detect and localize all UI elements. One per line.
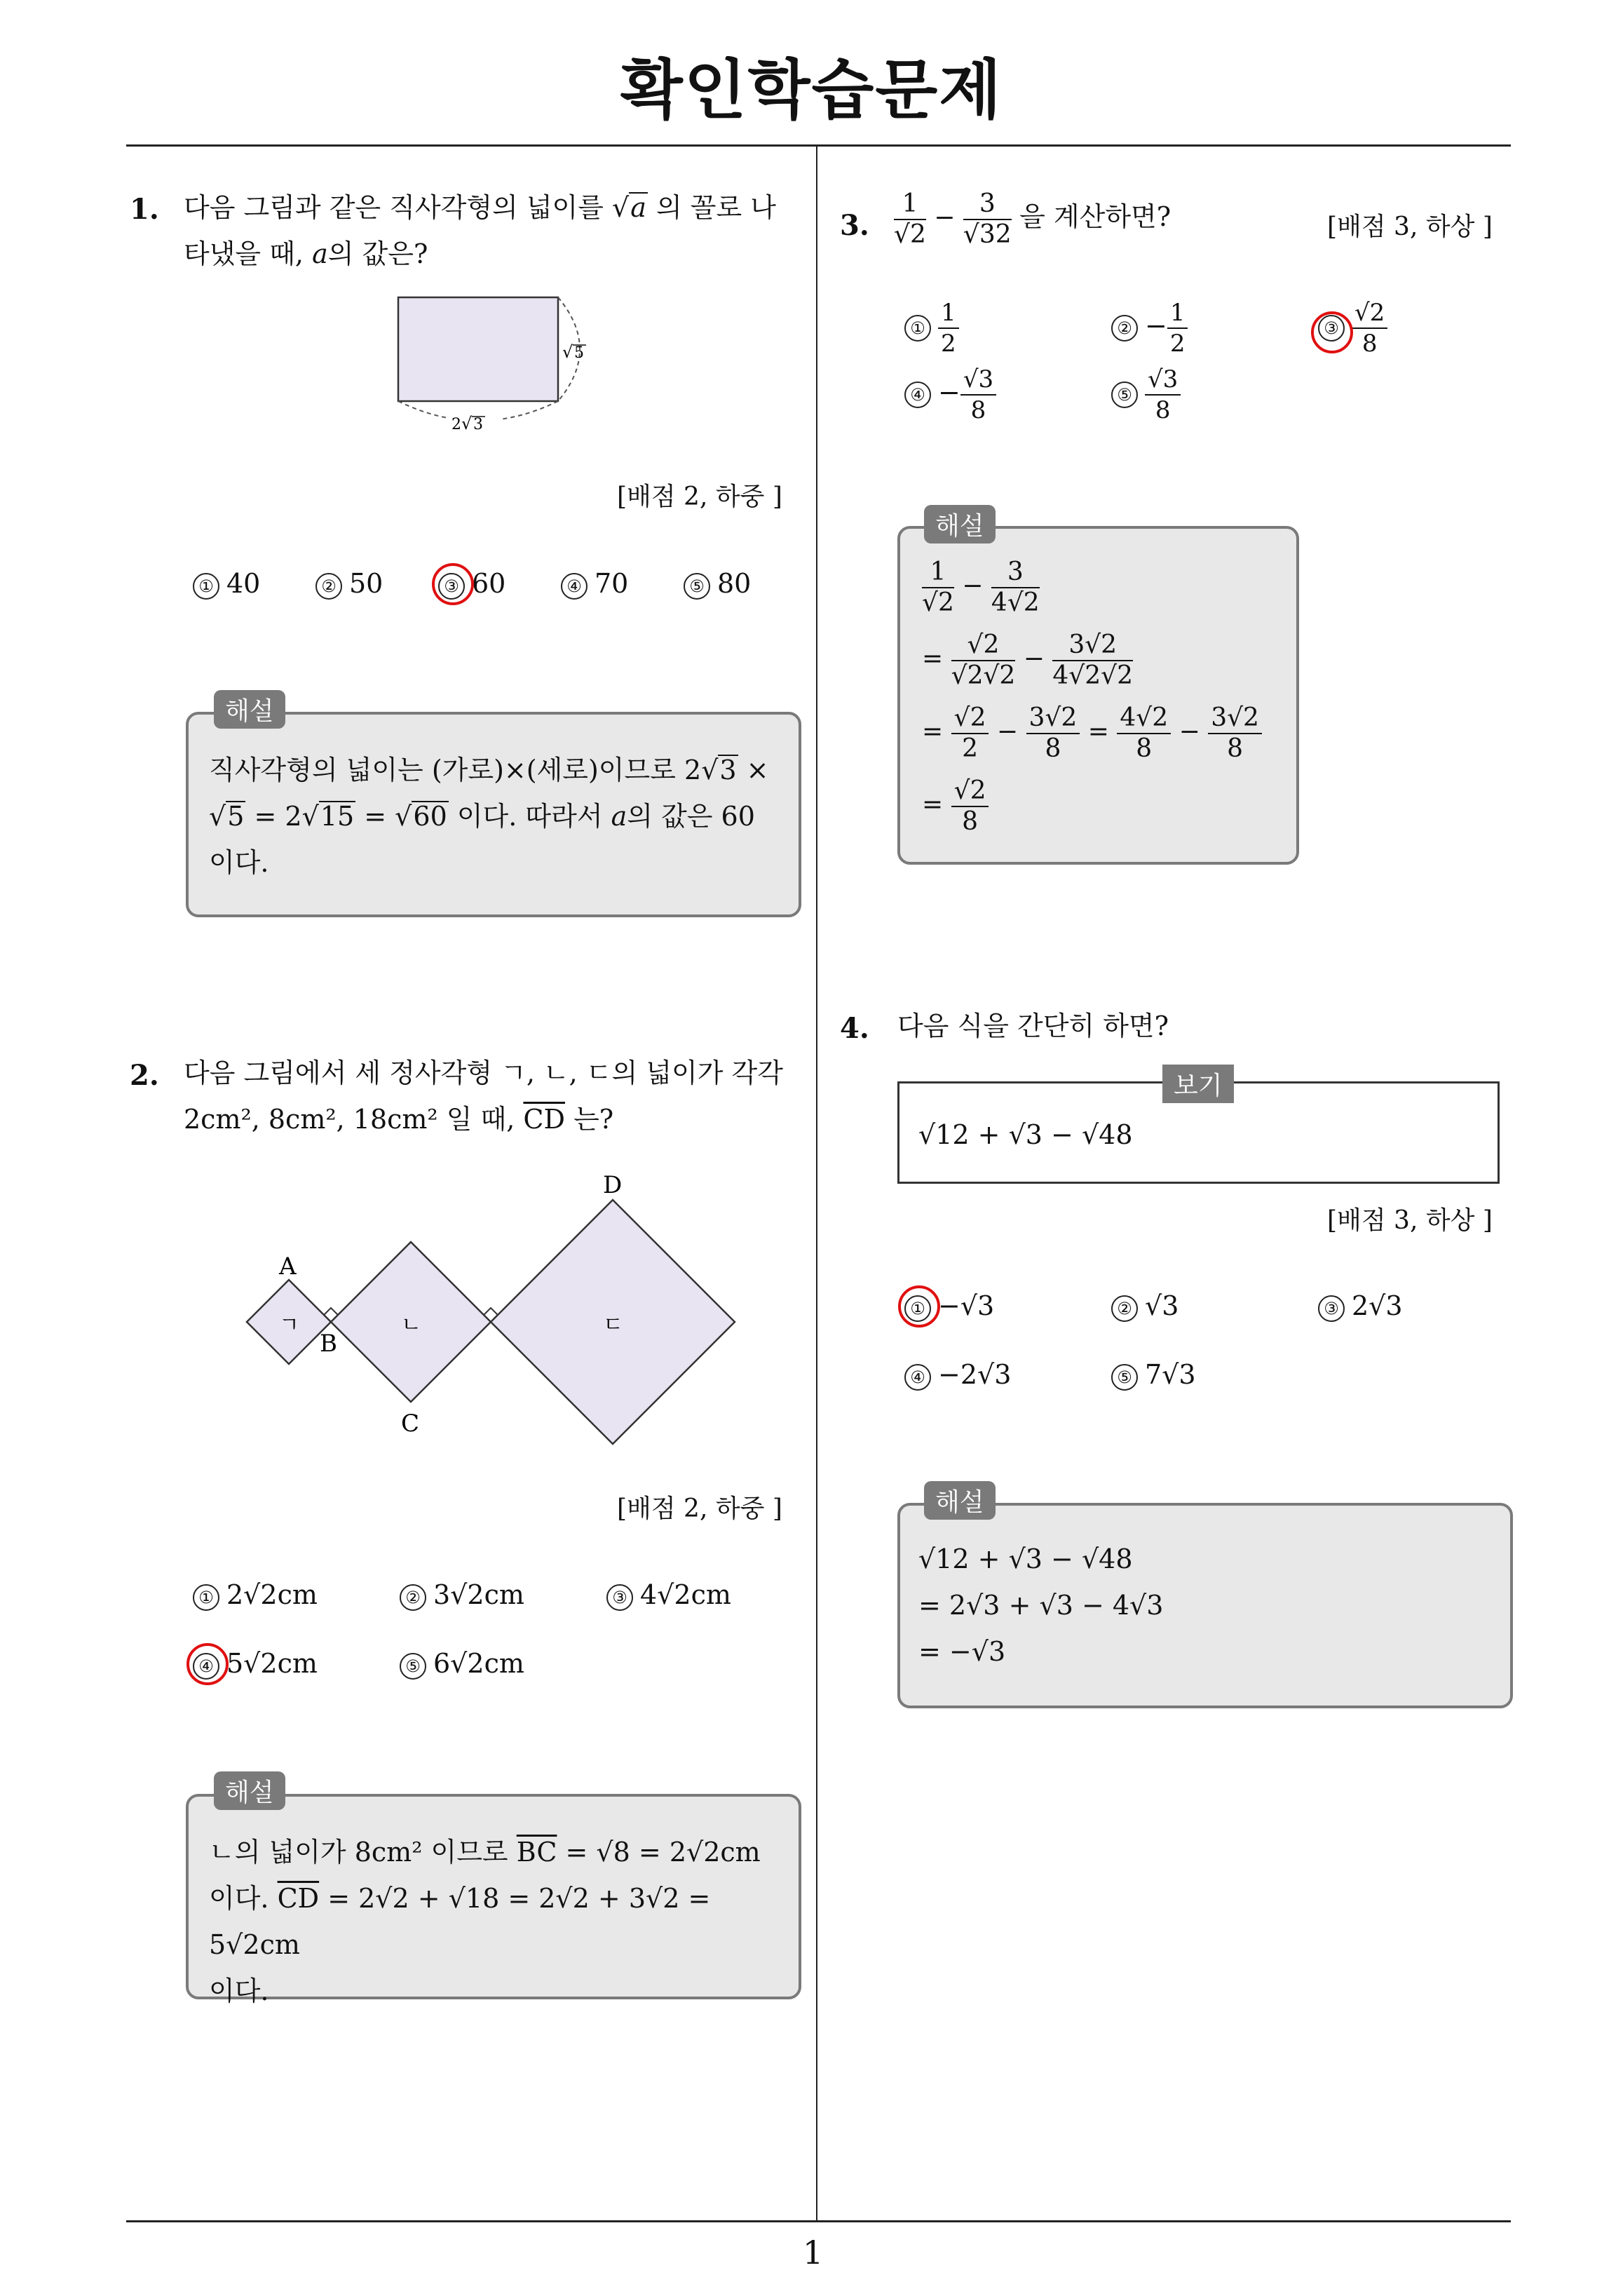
page-title: 확인학습문제 <box>620 53 1003 128</box>
q4-grade: [배점 3, 하상 ] <box>1327 1206 1493 1235</box>
q3-answer-circle <box>1311 311 1353 353</box>
q1-rectangle-figure <box>379 288 617 442</box>
q4-choice-2[interactable]: ② √3 <box>1111 1290 1179 1322</box>
q1-solution-tag: 해설 <box>214 690 285 729</box>
q2-question: 다음 그림에서 세 정사각형 ㄱ, ㄴ, ㄷ의 넓이가 각각 2cm², 8cm², 18cm² 일 때, $\overline{CD}$ 는? <box>184 1058 783 1135</box>
svg-text:ㄷ: ㄷ <box>603 1313 623 1337</box>
q1-number: 1. <box>130 193 159 226</box>
q1-question <box>184 184 808 277</box>
q2-choice-5[interactable]: ⑤ 6√2cm <box>400 1648 524 1680</box>
footer-rule <box>126 2220 1511 2222</box>
q2-squares-figure <box>238 1168 757 1455</box>
q2-number: 2. <box>130 1059 159 1092</box>
svg-text:2: 2 <box>451 416 461 433</box>
q1-var: a <box>312 238 328 269</box>
q1-text-a: 다음 그림과 같은 직사각형의 넓이를 <box>184 192 604 223</box>
q4-solution-text: √12 + √3 − √48 = 2√3 + √3 − 4√3 = −√3 <box>918 1544 1164 1667</box>
svg-text:ㄱ: ㄱ <box>279 1313 299 1337</box>
q1-choice-4[interactable]: ④ 70 <box>561 568 628 600</box>
column-divider <box>816 146 817 2222</box>
q4-choice-3[interactable]: ③ 2√3 <box>1318 1290 1403 1322</box>
q2-choice-1[interactable]: ① 2√2cm <box>193 1579 318 1611</box>
svg-text:ㄴ: ㄴ <box>401 1313 421 1337</box>
q4-choice-5[interactable]: ⑤ 7√3 <box>1111 1359 1196 1391</box>
svg-text:3: 3 <box>473 416 483 433</box>
q1-choice-5[interactable]: ⑤ 80 <box>684 568 751 600</box>
q4-solution-tag: 해설 <box>924 1481 996 1520</box>
q4-answer-circle <box>898 1285 940 1328</box>
q4-example-expr: √12 + √3 − √48 <box>918 1119 1133 1150</box>
q1-text-b: 의 꼴로 나 <box>656 192 777 223</box>
q3-number: 3. <box>840 209 869 242</box>
q2-segment-cd: $\overline{CD}$ <box>523 1104 565 1135</box>
q2-choice-2[interactable]: ② 3√2cm <box>400 1579 524 1611</box>
q1-solution-text: 직사각형의 넓이는 (가로)×(세로)이므로 2√3 × √5 = 2√15 = √60 이다. 따라서 a의 값은 60 이다. <box>209 755 769 878</box>
q3-choice-4[interactable]: ④ − $\frac{√3}{8}$ <box>904 365 996 425</box>
q1-choice-3[interactable]: ③ 60 <box>438 568 505 600</box>
q4-choice-1[interactable]: ① −√3 <box>904 1290 994 1322</box>
q1-grade: [배점 2, 하중 ] <box>617 482 782 511</box>
q3-grade: [배점 3, 하상 ] <box>1327 212 1493 241</box>
q3-question: $\frac{1}{√2}$ − $\frac{3}{√32}$ 을 계산하면? <box>894 189 1172 249</box>
q2-label-b: B <box>320 1330 337 1358</box>
q2-label-c: C <box>401 1410 420 1438</box>
q3-choice-1[interactable]: ① $\frac{1}{2}$ <box>904 298 959 358</box>
q2-solution-tag: 해설 <box>214 1771 285 1810</box>
q2-answer-circle <box>186 1643 229 1685</box>
q1-text-d: 의 값은? <box>327 238 428 269</box>
q3-solution-tag: 해설 <box>924 505 996 543</box>
q2-solution-text: ㄴ의 넓이가 8cm² 이므로 $\overline{BC} = √8 = 2√2cm$ 이다. $\overline{CD} = 2√2 + √18 = 2√2 + 3√2 = 5√2cm$ 이다. <box>209 1837 761 2006</box>
page-number: 1 <box>803 2234 824 2271</box>
q3-choice-3[interactable]: ③ $\frac{√2}{8}$ <box>1318 298 1387 358</box>
q2-label-a: A <box>279 1252 297 1281</box>
q3-choice-5[interactable]: ⑤ $\frac{√3}{8}$ <box>1111 365 1181 425</box>
q1-choice-2[interactable]: ② 50 <box>315 568 383 600</box>
q4-example-tag: 보기 <box>1162 1065 1234 1103</box>
svg-text:√: √ <box>562 342 573 362</box>
q2-label-d: D <box>603 1171 623 1199</box>
q1-answer-circle <box>432 563 474 605</box>
svg-text:√: √ <box>461 414 473 433</box>
q2-choice-4[interactable]: ④ 5√2cm <box>193 1648 318 1680</box>
q4-number: 4. <box>840 1012 869 1045</box>
q2-choice-3[interactable]: ③ 4√2cm <box>606 1579 731 1611</box>
q2-grade: [배점 2, 하중 ] <box>617 1494 782 1523</box>
q3-choice-2[interactable]: ② − $\frac{1}{2}$ <box>1111 298 1188 358</box>
q4-question: 다음 식을 간단히 하면? <box>897 1011 1169 1041</box>
q1-sqrt-a: √a <box>612 192 646 223</box>
q1-text-c: 타냈을 때, <box>184 238 304 269</box>
q3-solution-text: $\frac{1}{√2}$ − $\frac{3}{4√2}$ = $\frac{√2}{√2√2}$ − $\frac{3√2}{4√2√2}$ = $\frac{√2}{2}$ − $\frac{3√2}{8}$ = $\frac{4√2}{8}$ − $\frac{3√2}{8}$ = $\frac{√2}{8}$ <box>922 558 1262 849</box>
title-rule <box>126 144 1511 147</box>
svg-text:5: 5 <box>574 344 584 362</box>
q4-choice-4[interactable]: ④ −2√3 <box>904 1359 1011 1391</box>
q1-choice-1[interactable]: ① 40 <box>193 568 260 600</box>
